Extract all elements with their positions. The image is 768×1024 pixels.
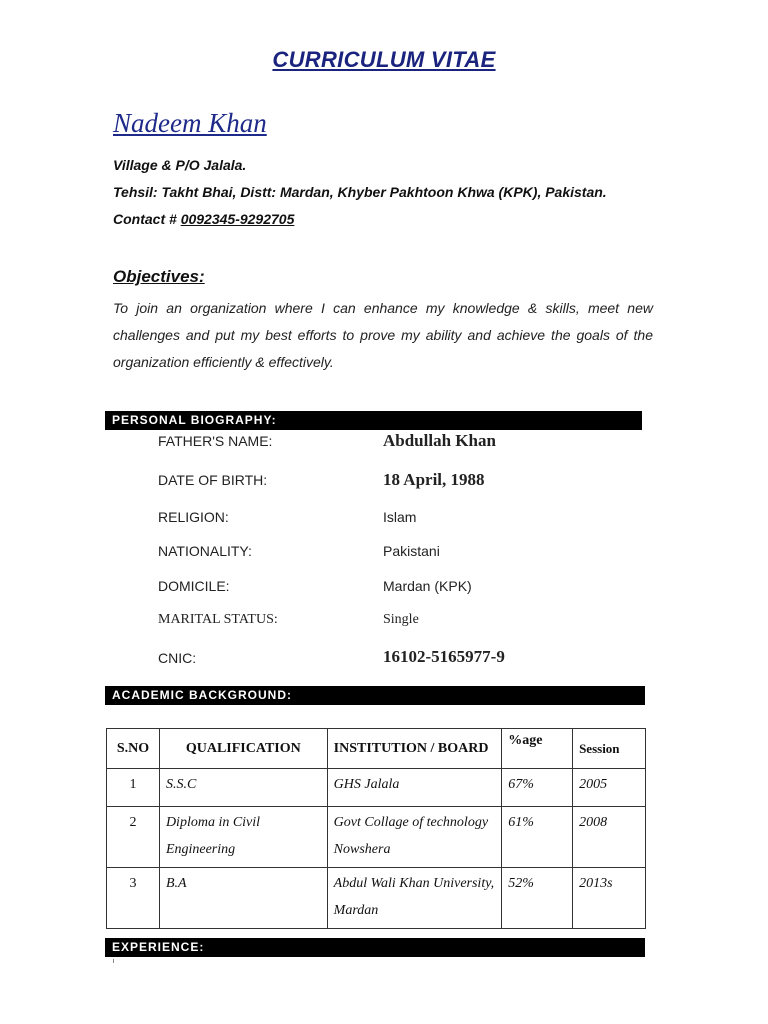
- candidate-name: Nadeem Khan: [113, 108, 267, 138]
- cell-qualification: Diploma in Civil Engineering: [159, 807, 327, 868]
- address-line-1: Village & P/O Jalala.: [113, 157, 247, 173]
- cell-institution: GHS Jalala: [327, 769, 502, 807]
- column-header-percent: %age: [502, 729, 573, 769]
- personal-biography-bar: PERSONAL BIOGRAPHY:: [105, 411, 642, 430]
- contact-line: [113, 211, 294, 227]
- page-mark: [113, 959, 114, 963]
- cell-percent: 52%: [502, 868, 573, 929]
- academic-background-bar: ACADEMIC BACKGROUND:: [105, 686, 645, 705]
- table-row: [107, 868, 646, 929]
- field-value-nationality: Pakistani: [383, 543, 440, 559]
- cell-sno: 2: [107, 807, 160, 868]
- experience-bar: EXPERIENCE:: [105, 938, 645, 957]
- contact-number: 0092345-9292705: [180, 211, 295, 227]
- field-value-domicile: Mardan (KPK): [383, 578, 472, 594]
- cell-qualification: S.S.C: [159, 769, 327, 807]
- cell-session: 2013s: [573, 868, 646, 929]
- table-row: [107, 807, 646, 868]
- cell-institution: Govt Collage of technology Nowshera: [327, 807, 502, 868]
- cell-percent: 67%: [502, 769, 573, 807]
- cell-sno: 1: [107, 769, 160, 807]
- cell-percent: 61%: [502, 807, 573, 868]
- table-row: [107, 769, 646, 807]
- field-label-fathers-name: FATHER'S NAME:: [158, 433, 273, 449]
- field-label-nationality: NATIONALITY:: [158, 543, 252, 559]
- column-header-qualification: QUALIFICATION: [159, 729, 327, 769]
- table-header-row: [107, 729, 646, 769]
- cell-institution: Abdul Wali Khan University, Mardan: [327, 868, 502, 929]
- cell-session: 2005: [573, 769, 646, 807]
- column-header-sno: S.NO: [107, 729, 160, 769]
- contact-label: Contact #: [113, 211, 181, 227]
- cv-title: CURRICULUM VITAE: [272, 47, 496, 72]
- field-value-marital-status: Single: [383, 612, 419, 627]
- field-label-religion: RELIGION:: [158, 509, 229, 525]
- cell-sno: 3: [107, 868, 160, 929]
- field-label-cnic: CNIC:: [158, 650, 197, 666]
- field-value-cnic: 16102-5165977-9: [383, 647, 505, 666]
- address-line-2: Tehsil: Takht Bhai, Distt: Mardan, Khyber Pakhtoon Khwa (KPK), Pakistan.: [113, 184, 607, 200]
- objectives-text: To join an organization where I can enhance my knowledge & skills, meet new challenges and put my best efforts to prove my ability and achieve the goals of the organization efficiently & effectively.: [113, 300, 653, 370]
- field-label-marital-status: MARITAL STATUS:: [158, 612, 278, 627]
- field-label-domicile: DOMICILE:: [158, 578, 230, 594]
- field-value-fathers-name: Abdullah Khan: [383, 431, 496, 450]
- academic-table: [106, 728, 646, 929]
- field-label-date-of-birth: DATE OF BIRTH:: [158, 472, 268, 488]
- objectives-heading: Objectives:: [113, 267, 205, 286]
- field-value-date-of-birth: 18 April, 1988: [383, 470, 485, 489]
- cell-session: 2008: [573, 807, 646, 868]
- column-header-institution: INSTITUTION / BOARD: [327, 729, 502, 769]
- field-value-religion: Islam: [383, 509, 417, 525]
- cell-qualification: B.A: [159, 868, 327, 929]
- column-header-session: Session: [573, 729, 646, 769]
